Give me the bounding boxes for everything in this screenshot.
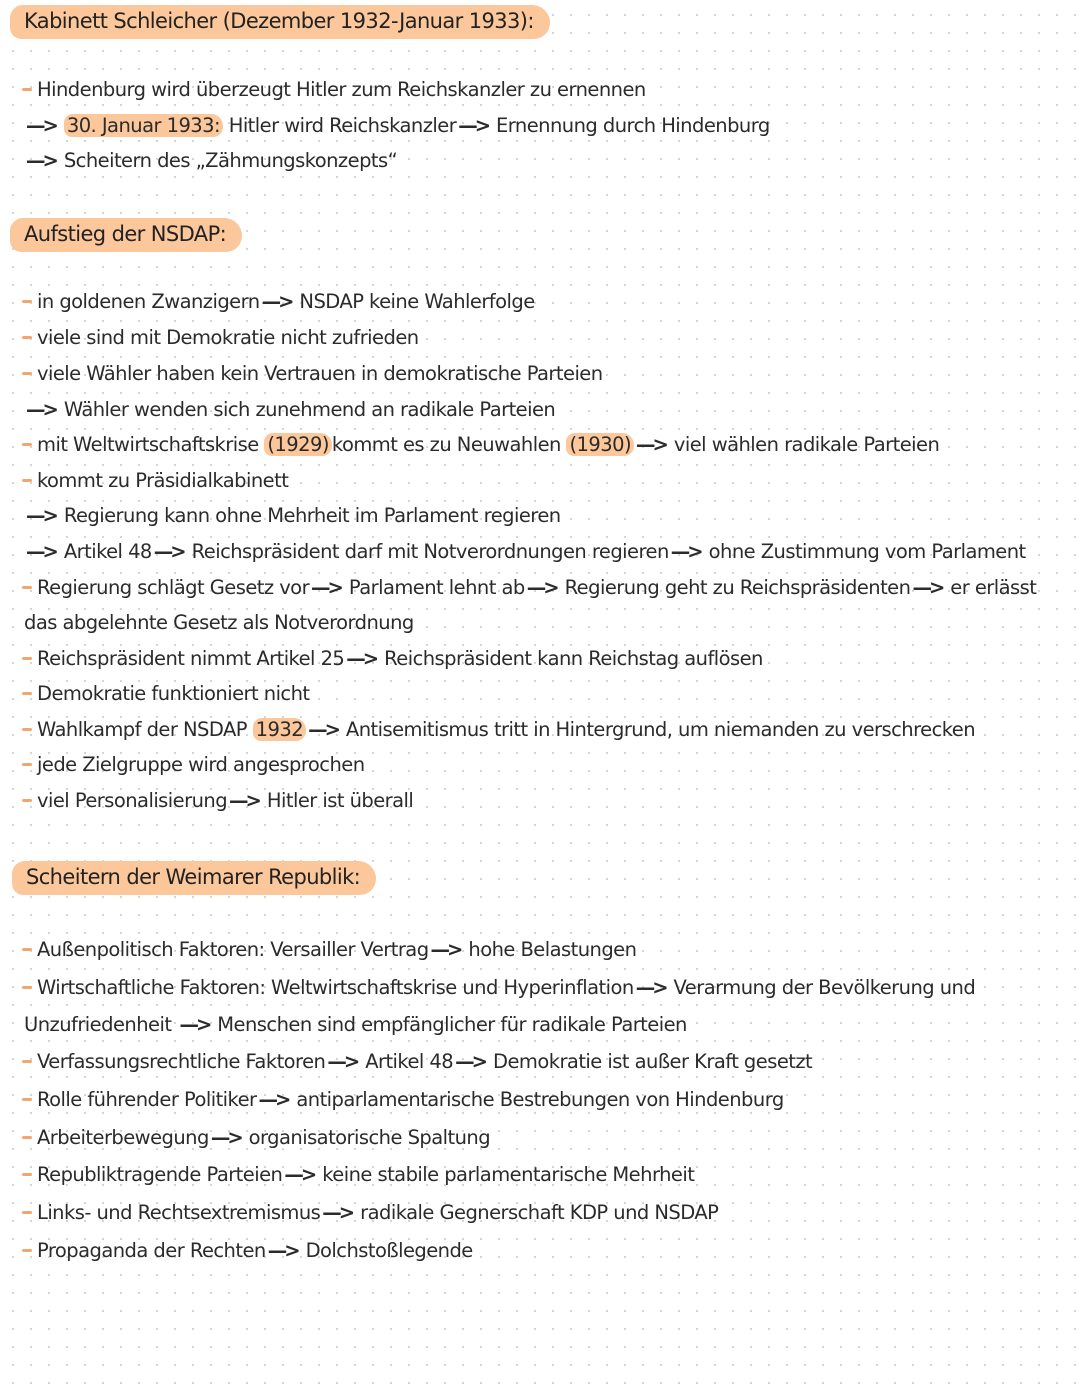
note-line: Regierung schlägt Gesetz vor —> Parlament lehnt ab —> Regierung geht zu Reichspräsidenten —> er erlässt xyxy=(22,574,1036,602)
note-line: Wirtschaftliche Faktoren: Weltwirtschaftskrise und Hyperinflation —> Verarmung der Bevölkerung und xyxy=(22,974,975,1002)
bullet-dash xyxy=(22,1136,32,1139)
bullet-dash xyxy=(22,986,32,989)
heading-scheitern-weimar: Scheitern der Weimarer Republik: xyxy=(12,861,376,895)
arrow-icon: —> xyxy=(179,1013,210,1036)
note-line: viel Personalisierung —> Hitler ist überall xyxy=(22,787,413,815)
arrow-icon: —> xyxy=(635,976,666,999)
bullet-dash xyxy=(22,300,32,303)
heading-aufstieg-nsdap: Aufstieg der NSDAP: xyxy=(10,218,242,252)
arrow-icon: —> xyxy=(258,1088,289,1111)
note-line: —> Wähler wenden sich zunehmend an radikale Parteien xyxy=(22,396,555,424)
note-line: Links- und Rechtsextremismus —> radikale Gegnerschaft KDP und NSDAP xyxy=(22,1199,718,1227)
arrow-icon: —> xyxy=(26,540,56,563)
note-line: —> Artikel 48 —> Reichspräsident darf mit Notverordnungen regieren —> ohne Zustimmung vom Parlament xyxy=(22,538,1026,566)
arrow-icon: —> xyxy=(346,647,377,670)
note-line: Republiktragende Parteien —> keine stabile parlamentarische Mehrheit xyxy=(22,1161,694,1189)
bullet-dash xyxy=(22,948,32,951)
bullet-dash xyxy=(22,586,32,589)
note-line: Wahlkampf der NSDAP 1932 —> Antisemitismus tritt in Hintergrund, um niemanden zu verschrecken xyxy=(22,716,975,744)
bullet-dash xyxy=(22,1098,32,1101)
note-line: —> Scheitern des „Zähmungskonzepts“ xyxy=(22,147,397,175)
note-line: in goldenen Zwanzigern —> NSDAP keine Wahlerfolge xyxy=(22,288,535,316)
arrow-icon: —> xyxy=(308,718,338,741)
arrow-icon: —> xyxy=(430,938,461,961)
note-line: Unzufriedenheit —> Menschen sind empfänglicher für radikale Parteien xyxy=(24,1011,687,1039)
note-line: Außenpolitisch Faktoren: Versailler Vertrag —> hohe Belastungen xyxy=(22,936,636,964)
arrow-icon: —> xyxy=(26,149,56,172)
highlight-year: (1930) xyxy=(566,433,634,456)
bullet-dash xyxy=(22,1249,32,1252)
arrow-icon: —> xyxy=(327,1050,358,1073)
note-line: jede Zielgruppe wird angesprochen xyxy=(22,751,365,779)
note-line: Propaganda der Rechten —> Dolchstoßlegende xyxy=(22,1237,473,1265)
bullet-dash xyxy=(22,372,32,375)
arrow-icon: —> xyxy=(261,290,292,313)
note-line: das abgelehnte Gesetz als Notverordnung xyxy=(24,611,414,634)
arrow-icon: —> xyxy=(311,576,341,599)
highlight-year: (1929) xyxy=(264,433,332,456)
bullet-dash xyxy=(22,657,32,660)
arrow-icon: —> xyxy=(322,1201,353,1224)
heading-kabinett-schleicher: Kabinett Schleicher (Dezember 1932-Januar 1933): xyxy=(10,5,550,39)
arrow-icon: —> xyxy=(458,114,489,137)
arrow-icon: —> xyxy=(912,576,943,599)
arrow-icon: —> xyxy=(26,114,56,137)
highlight-year: 1932 xyxy=(253,718,306,741)
note-line: viele sind mit Demokratie nicht zufrieden xyxy=(22,324,419,352)
arrow-icon: —> xyxy=(670,540,701,563)
note-line: viele Wähler haben kein Vertrauen in demokratische Parteien xyxy=(22,360,603,388)
note-line: Demokratie funktioniert nicht xyxy=(22,680,310,708)
note-line: Verfassungsrechtliche Faktoren —> Artikel 48 —> Demokratie ist außer Kraft gesetzt xyxy=(22,1048,812,1076)
arrow-icon: —> xyxy=(153,540,184,563)
note-line: Reichspräsident nimmt Artikel 25 —> Reichspräsident kann Reichstag auflösen xyxy=(22,645,763,673)
bullet-dash xyxy=(22,692,32,695)
bullet-dash xyxy=(22,336,32,339)
bullet-dash xyxy=(22,443,32,446)
bullet-dash xyxy=(22,728,32,731)
bullet-dash xyxy=(22,1060,32,1063)
note-line: Arbeiterbewegung —> organisatorische Spaltung xyxy=(22,1124,490,1152)
bullet-dash xyxy=(22,763,32,766)
highlight-date: 30. Januar 1933: xyxy=(64,114,223,137)
bullet-dash xyxy=(22,479,32,482)
note-line: —> Regierung kann ohne Mehrheit im Parlament regieren xyxy=(22,502,561,530)
arrow-icon: —> xyxy=(26,504,56,527)
note-line: mit Weltwirtschaftskrise (1929) kommt es zu Neuwahlen (1930) —> viel wählen radikale Parteien xyxy=(22,431,939,459)
arrow-icon: —> xyxy=(210,1126,241,1149)
arrow-icon: —> xyxy=(636,433,666,456)
arrow-icon: —> xyxy=(455,1050,485,1073)
arrow-icon: —> xyxy=(267,1239,298,1262)
note-line: kommt zu Präsidialkabinett xyxy=(22,467,288,495)
arrow-icon: —> xyxy=(26,398,56,421)
arrow-icon: —> xyxy=(526,576,557,599)
arrow-icon: —> xyxy=(284,1163,315,1186)
bullet-dash xyxy=(22,1211,32,1214)
note-line: Rolle führender Politiker —> antiparlamentarische Bestrebungen von Hindenburg xyxy=(22,1086,784,1114)
bullet-dash xyxy=(22,88,32,91)
bullet-dash xyxy=(22,1173,32,1176)
note-line: Hindenburg wird überzeugt Hitler zum Reichskanzler zu ernennen xyxy=(22,76,646,104)
arrow-icon: —> xyxy=(229,789,259,812)
bullet-dash xyxy=(22,799,32,802)
note-line: —> 30. Januar 1933: Hitler wird Reichskanzler —> Ernennung durch Hindenburg xyxy=(22,112,770,140)
